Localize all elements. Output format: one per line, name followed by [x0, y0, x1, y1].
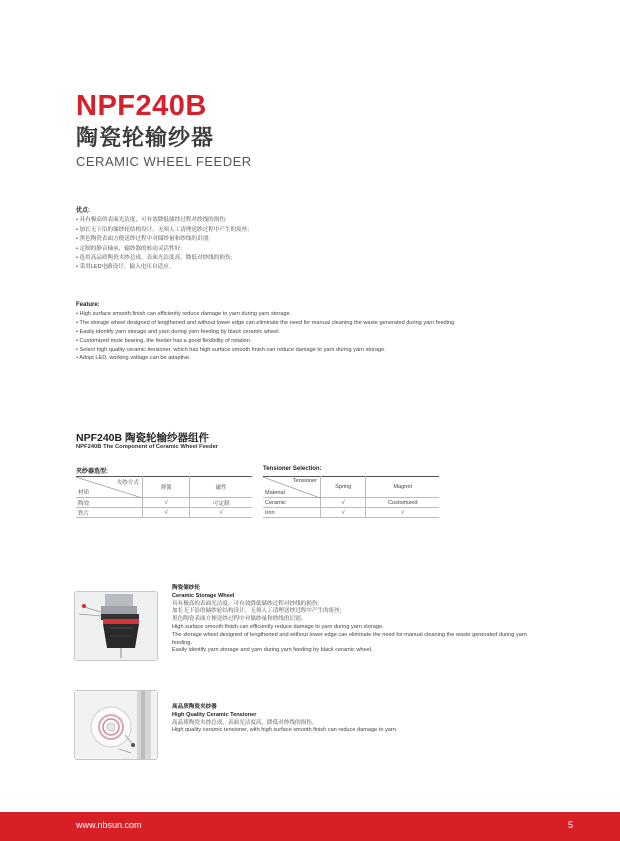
text-line: The storage wheel designed of lengthened and without lower edge can eliminate the need for manual cleaning the waste generated during yarn feeding. [172, 631, 527, 646]
storage-wheel-title-en: Ceramic Storage Wheel [172, 592, 235, 599]
text-line: 黑色陶瓷表面方便送纱过程中对储纱量和纱线的识别。 [172, 616, 307, 623]
product-title-cn: 陶瓷轮输纱器 [76, 125, 215, 150]
table-cell: √ [190, 508, 252, 518]
table-cell: √ [321, 508, 366, 518]
tensioner-title-en: High Quality Ceramic Tensioner [172, 711, 257, 718]
list-item: • 采用LED电路设计，输入电压自适应。 [76, 264, 175, 271]
advantages-heading: 优点: [76, 208, 90, 214]
column-header: Magnet [366, 477, 439, 498]
text-line: 高品质陶瓷夹纱总成，表面光洁度高，降低对纱线的损伤。 [172, 719, 318, 726]
list-item: • Select high quality ceramic tensioner, which has high surface smooth finish can reduce damage to yarn during yarn storage. [76, 346, 386, 353]
list-item: • The storage wheel designed of lengthened and without lower edge can eliminate the need for manual cleaning the waste generated during yarn feeding. [76, 319, 456, 326]
list-item: • 具有极高的表面光洁度，可有效降低储纱过程对纱线的损伤; [76, 217, 227, 224]
table-cell: √ [143, 508, 190, 518]
tensioner-text [172, 704, 532, 735]
list-item: • Adopt LED, working voltage can be adaptive. [76, 355, 191, 362]
text-line: 具有极高的表面光洁度，可有效降低储纱过程对纱线的损伤; [172, 600, 319, 607]
table-cell: √ [366, 508, 439, 518]
components-title: NPF240B 陶瓷轮输纱器组件 [76, 432, 210, 444]
column-header: 磁性 [190, 477, 252, 498]
table-corner-cell [76, 477, 143, 498]
table-cell: √ [321, 498, 366, 508]
table-cell: 可定制 [190, 498, 252, 508]
tensioner-table-cn [76, 476, 252, 518]
list-item: • 黑色陶瓷表面方便送纱过程中对储纱量和纱线的识别; [76, 236, 210, 243]
table-row [263, 508, 439, 518]
column-header: Spring [321, 477, 366, 498]
components-subtitle: NPF240B The Component of Ceramic Wheel Feeder [76, 444, 219, 450]
storage-wheel-title-cn: 陶瓷储纱轮 [172, 585, 200, 591]
table-row [76, 508, 252, 518]
table-cell: Customized [366, 498, 439, 508]
ceramic-wheel-icon [75, 592, 157, 660]
text-line: 加长无下沿的储纱轮结构设计，无须人工清理送纱过程中产生的废丝; [172, 608, 342, 615]
column-header: 弹簧 [143, 477, 190, 498]
table-corner-cell [263, 477, 321, 498]
advantages-cn [76, 207, 536, 273]
footer-bar [0, 812, 620, 841]
page-number: 5 [568, 820, 574, 830]
footer-url-link[interactable]: www.nbsun.com [76, 820, 142, 830]
tensioner-image [74, 690, 158, 760]
model-title: NPF240B [76, 90, 207, 122]
list-item: • Easily identify yarn storage and yarn during yarn feeding by black ceramic wheel. [76, 328, 281, 335]
corner-bottom-label: 材质 [78, 490, 90, 496]
tensioner-table-en [263, 476, 439, 518]
table-en-title: Tensioner Selection: [263, 466, 322, 472]
corner-top-label: Tensioner [292, 478, 317, 484]
tensioner-title-cn: 高品质陶瓷夹纱器 [172, 704, 217, 710]
text-line: High quality ceramic tensioner, with high surface smooth finish can reduce damage to yarn. [172, 727, 398, 734]
corner-top-label: 夹纱方式 [116, 480, 139, 486]
table-cell: 陶瓷 [76, 498, 143, 508]
table-cell: Ceramic [263, 498, 321, 508]
list-item: • 加长无下沿的储纱轮结构设计，无须人工清理送纱过程中产生的废丝; [76, 226, 249, 233]
features-en [76, 301, 536, 363]
tensioner-icon [75, 691, 157, 759]
table-cell: Iron [263, 508, 321, 518]
table-row [76, 498, 252, 508]
list-item: • 选用高品质陶瓷夹纱总成，表面光洁度高，降低对纱线的损伤; [76, 255, 233, 262]
features-heading: Feature: [76, 302, 100, 308]
table-cell: √ [143, 498, 190, 508]
list-item: • 定制的静音轴承，输纱器的转动灵活性好; [76, 245, 182, 252]
storage-wheel-text [172, 585, 532, 655]
storage-wheel-image [74, 591, 158, 661]
list-item: • High surface smooth finish can efficiently reduce damage to yarn during yarn storage. [76, 310, 292, 317]
text-line: Easily identify yarn storage and yarn during yarn feeding by black ceramic wheel. [172, 647, 373, 654]
table-row [263, 498, 439, 508]
list-item: • Customized mute bearing, the feeder has a good flexibility of rotation. [76, 337, 252, 344]
corner-bottom-label: Material [265, 490, 285, 496]
table-cell: 铁片 [76, 508, 143, 518]
product-title-en: CERAMIC WHEEL FEEDER [76, 154, 252, 169]
text-line: High surface smooth finish can efficiently reduce damage to yarn during yarn storage. [172, 623, 384, 630]
table-cn-title: 夹纱器选型: [76, 469, 108, 475]
